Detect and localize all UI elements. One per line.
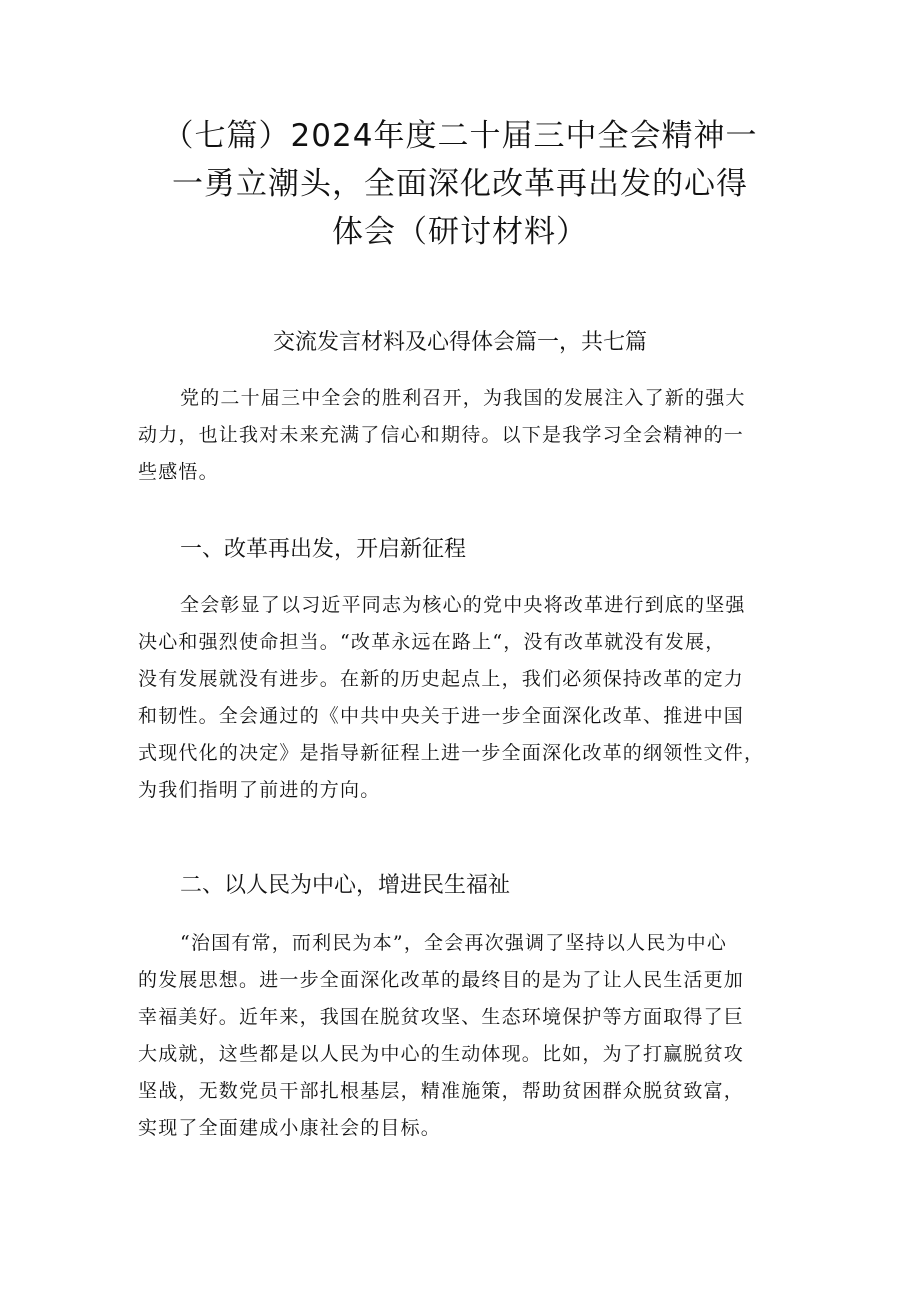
document-subtitle: 交流发言材料及心得体会篇一，共七篇: [272, 330, 647, 355]
title-line: （七篇）2024年度二十届三中全会精神一: [162, 118, 758, 154]
paragraph-line: 党的二十届三中全会的胜利召开，为我国的发展注入了新的强大: [180, 387, 746, 409]
paragraph-line: 为我们指明了前进的方向。: [138, 779, 381, 801]
paragraph-line: 式现代化的决定》是指导新征程上进一步全面深化改革的纲领性文件，: [138, 742, 765, 764]
section-2-paragraph: [138, 925, 798, 1147]
paragraph-line: 决心和强烈使命担当。“改革永远在路上“，没有改革就没有发展，: [138, 631, 726, 653]
paragraph-line: 和韧性。全会通过的《中共中央关于进一步全面深化改革、推进中国: [138, 705, 745, 727]
section-heading-1: 一、改革再出发，开启新征程: [180, 537, 467, 562]
section-1-paragraph: [138, 587, 798, 809]
section-heading-2: 二、以人民为中心，增进民生福祉: [180, 873, 511, 898]
paragraph-line: 大成就，这些都是以人民为中心的生动体现。比如，为了打赢脱贫攻: [138, 1043, 745, 1065]
paragraph-line: 全会彰显了以习近平同志为核心的党中央将改革进行到底的坚强: [180, 594, 746, 616]
document-title: [120, 112, 800, 256]
title-line: 一勇立潮头，全面深化改革再出发的心得: [172, 166, 748, 202]
paragraph-line: 的发展思想。进一步全面深化改革的最终目的是为了让人民生活更加: [138, 969, 745, 991]
title-line: 体会（研讨材料）: [332, 214, 588, 250]
paragraph-line: “治国有常，而利民为本”，全会再次强调了坚持以人民为中心: [180, 932, 728, 954]
paragraph-line: 实现了全面建成小康社会的目标。: [138, 1117, 442, 1139]
paragraph-line: 坚战，无数党员干部扎根基层，精准施策，帮助贫困群众脱贫致富，: [138, 1080, 745, 1102]
intro-paragraph: [138, 380, 798, 491]
paragraph-line: 些感悟。: [138, 461, 219, 483]
paragraph-line: 幸福美好。近年来，我国在脱贫攻坚、生态环境保护等方面取得了巨: [138, 1006, 745, 1028]
paragraph-line: 没有发展就没有进步。在新的历史起点上，我们必须保持改革的定力: [138, 668, 745, 690]
paragraph-line: 动力，也让我对未来充满了信心和期待。以下是我学习全会精神的一: [138, 424, 745, 446]
